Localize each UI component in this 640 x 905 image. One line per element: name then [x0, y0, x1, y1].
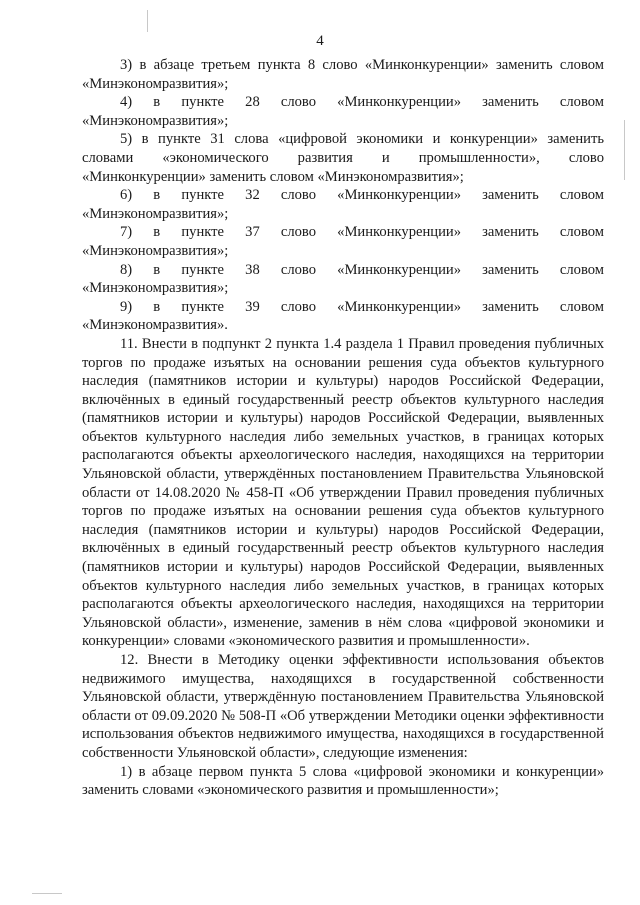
paragraph-item-8: 8) в пункте 38 слово «Минконкуренции» заменить словом «Минэкономразвития»;: [82, 261, 604, 297]
paragraph-item-6: 6) в пункте 32 слово «Минконкуренции» заменить словом «Минэкономразвития»;: [82, 187, 604, 222]
paragraph-item-7: 7) в пункте 37 слово «Минконкуренции» заменить словом «Минэкономразвития»;: [82, 224, 604, 259]
paragraph-item-9: 9) в пункте 39 слово «Минконкуренции» заменить словом «Минэкономразвития».: [82, 298, 604, 334]
paragraph-item-4: 4) в пункте 28 слово «Минконкуренции» заменить словом «Минэкономразвития»;: [82, 94, 604, 129]
scan-edge-mark: [147, 10, 148, 32]
paragraph-item-5: 5) в пункте 31 слова «цифровой экономики и конкуренции» заменить словами «экономического развития и промышленности», слово «Минконкуренции» заменить словом «Минэкономразвития»;: [82, 131, 604, 185]
page-number: 4: [316, 33, 324, 49]
paragraph-section-12: 12. Внести в Методику оценки эффективности использования объектов недвижимого имущества, находящихся в государственной собственности Ульяновской области, утверждённую постановлением Правительства Ульяновской области от 09.09.2020 № 508-П «Об утверждении Методики оценки эффективности использования объектов недвижимого имущества, находящихся в государственной собственности Ульяновской области», следующие изменения:: [82, 652, 604, 761]
scan-edge-mark: [624, 120, 625, 180]
paragraph-section-11: 11. Внести в подпункт 2 пункта 1.4 раздела 1 Правил проведения публичных торгов по продаже изъятых на основании решения суда объектов культурного наследия (памятников истории и культуры) народов Российской Федерации, включённых в единый государственный реестр объектов культурного наследия (памятников истории и культуры) народов Российской Федерации, выявленных объектов культурного наследия либо земельных участков, в границах которых располагаются объекты археологического наследия, находящихся на территории Ульяновской области, утверждённых постановлением Правительства Ульяновской области от 14.08.2020 № 458-П «Об утверждении Правил проведения публичных торгов по продаже изъятых на основании решения суда объектов культурного наследия (памятников истории и культуры) народов Российской Федерации, включённых в единый государственный реестр объектов культурного наследия (памятников истории и культуры) народов Российской Федерации, выявленных объектов культурного наследия либо земельных участков, в границах которых располагаются объекты археологического наследия, находящихся на территории Ульяновской области», изменение, заменив в нём слова «цифровой экономики и конкуренции» словами «экономического развития и промышленности».: [82, 335, 604, 650]
scan-edge-mark: [32, 893, 62, 894]
paragraph-subitem-1: 1) в абзаце первом пункта 5 слова «цифровой экономики и конкуренции» заменить словами «экономического развития и промышленности»;: [82, 763, 604, 799]
paragraph-item-3: 3) в абзаце третьем пункта 8 слово «Минконкуренции» заменить словом «Минэкономразвития»;: [82, 57, 604, 92]
document-body: [82, 56, 604, 800]
